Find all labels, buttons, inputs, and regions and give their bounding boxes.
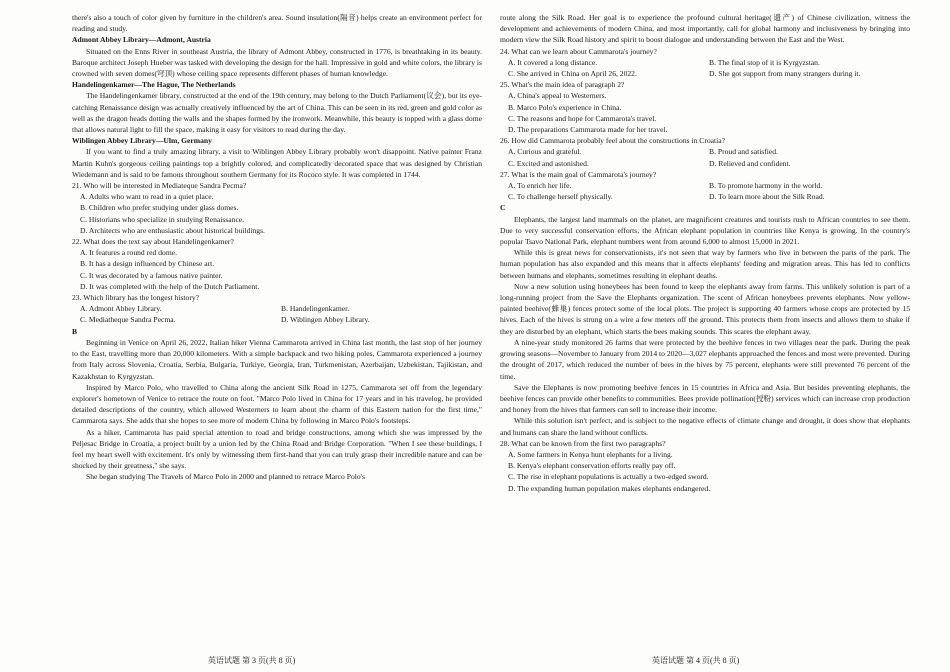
option-row (500, 146, 910, 157)
option: A. China's appeal to Westerners. (508, 91, 607, 101)
option: D. Wiblingen Abbey Library. (281, 315, 370, 325)
library-text: The Handelingenkamer library, constructed at the end of the 19th century, may belong to the Dutch Parliament(议会), but its eye-catching Renaissance design was actually creatively influenced by the art of China. This can be seen in its red, green and gold color as well as the dragon heads dotting the walls and the shapes formed by the ironwork. Meanwhile, this beauty is topped with a glass dome that allows natural light to fill the space, making it easy for visitors to read during the day. (72, 91, 482, 135)
question-26: 26. How did Cammarota probably feel about the constructions in Croatia? (500, 136, 726, 146)
option: C. Historians who specialize in studying Renaissance. (80, 214, 245, 224)
question-25: 25. What's the main idea of paragraph 2? (500, 80, 625, 90)
option: C. The reasons and hope for Cammarota's travel. (508, 113, 657, 123)
question-24: 24. What can we learn about Cammarota's journey? (500, 46, 657, 56)
option: D. She got support from many strangers during it. (709, 69, 861, 79)
option-row (500, 57, 910, 68)
option-row (72, 303, 482, 314)
passage-paragraph: Beginning in Venice on April 26, 2022, Italian hiker Vienna Cammarota arrived in China last month, the last stop of her journey to the East, travelling more than 20,000 kilometers. With a simple backpack and two hiking poles, Cammarota experienced a journey from Italy across Slovenia, Croatia, Serbia, Bulgaria, Turkiye, Georgia, Iran, Turkmenistan, Azerbaijan, Uzbekistan, Tajikistan, and Kazakhstan to Kyrgyzstan. (72, 337, 482, 381)
option-row (500, 180, 910, 191)
option: A. To enrich her life. (508, 181, 572, 191)
option-row (72, 314, 482, 325)
option: C. Excited and astonished. (508, 158, 589, 168)
option: D. It was completed with the help of the Dutch Parliament. (80, 281, 260, 291)
passage-paragraph: A nine-year study monitored 26 farms that were protected by the beehive fences in two villages near the park. During the peak growing seasons—November to January from 2014 to 2020—3,027 elephants approached the fences and most were prevented. During the drought of 2017, which reduced the number of bees in the hives by 75 percent, elephants were still prevented 76 percent of the time. (500, 337, 910, 381)
page-footer: 英语试题 第 3 页(共 8 页) (208, 656, 296, 665)
option: C. To challenge herself physically. (508, 192, 613, 202)
library-text: Situated on the Enns River in southeast Austria, the library of Admont Abbey, constructed in 1776, is breathtaking in its beauty. Baroque architect Joseph Hueber was tasked with developing the design for the hall. Impressive in gold and white colors, the library is crowned with seven domes(穹顶) whose ceiling space represents different phases of human knowledge. (72, 46, 482, 79)
page-footer: 英语试题 第 4 页(共 8 页) (652, 656, 740, 665)
passage-paragraph: While this is great news for conservationists, it's not seen that way by farmers who live in between the parts of the park. The human population has also expanded and this means that it affects elephants' feeding and migration areas. This has led to conflicts between humans and elephants, sometimes resulting in elephant deaths. (500, 248, 910, 280)
option: B. Kenya's elephant conservation efforts really pay off. (508, 461, 676, 471)
option: A. It covered a long distance. (508, 57, 598, 67)
option: B. Marco Polo's experience in China. (508, 102, 622, 112)
option: B. The final stop of it is Kyrgyzstan. (709, 57, 820, 67)
option: C. The rise in elephant populations is actually a two-edged sword. (508, 472, 709, 482)
option: D. To learn more about the Silk Road. (709, 192, 825, 202)
passage-paragraph: As a hiker, Cammarota has paid special attention to road and bridge constructions, among which she was impressed by the Peljesac Bridge in Croatia, a project built by a union led by the China Road and Bridge Corporation. "When I see these buildings, I feel my heart swell with excitement. It's only by witnessing them first-hand that you can truly grasp their incredible nature and can be shocked by their greatness," she says. (72, 427, 482, 471)
passage-paragraph: While this solution isn't perfect, and is subject to the negative effects of climate change and drought, it does show that elephants and humans can share the land without conflicts. (500, 416, 910, 437)
option: D. The expanding human population makes elephants endangered. (508, 483, 711, 493)
option-row (500, 191, 910, 202)
option: D. Architects who are enthusiastic about historical buildings. (80, 225, 265, 235)
option: B. Proud and satisfied. (709, 147, 778, 157)
option: B. Handelingenkamer. (281, 304, 350, 314)
option: C. She arrived in China on April 26, 2022. (508, 69, 637, 79)
option: B. It has a design influenced by Chinese art. (80, 259, 215, 269)
question-27: 27. What is the main goal of Cammarota's journey? (500, 169, 657, 179)
page-3-column (72, 12, 482, 483)
option-row (500, 68, 910, 79)
option: A. Adults who want to read in a quiet place. (80, 192, 214, 202)
option: A. It features a round red dome. (80, 248, 177, 258)
intro-paragraph: route along the Silk Road. Her goal is to experience the profound cultural heritage(遗产) of Chinese civilization, witness the development and achievements of modern China, and most importantly, call for global harmony and inclusiveness by bringing into modern view the Silk Road history and spirit to boost dialogue and understanding between the East and the West. (500, 13, 910, 45)
option: C. It was decorated by a famous native painter. (80, 270, 223, 280)
passage-paragraph: Save the Elephants is now promoting beehive fences in 15 countries in Africa and Asia. But besides preventing elephants, the beehive fences can provide other benefits to communities. Bees provide pollination(授粉) services which can increase crop production and honey from the hives that farmers can sell to increase their income. (500, 382, 910, 415)
passage-paragraph: She began studying The Travels of Marco Polo in 2000 and planned to retrace Marco Polo's (86, 472, 365, 482)
library-title: Handelingenkamer—The Hague, The Netherlands (72, 80, 236, 90)
option: A. Some farmers in Kenya hunt elephants for a living. (508, 449, 673, 459)
passage-paragraph: Now a new solution using honeybees has been found to keep the elephants away from farms. This unlikely solution is part of a long-running project from the Save the Elephants organization. The scent of African honeybees prevents elephants. Now yellow-painted beehive(蜂巢) fences protect some of the local plots. The project is supporting 40 farmers whose crops are protected by 15 hives. Each of the hives is strung on a wire a few meters off the ground. This protects them from insects and allows them to shake if they are disturbed by an elephant, which starts the bees making sounds. This scares the elephant away. (500, 281, 910, 336)
section-label-c: C (500, 203, 506, 213)
question-21: 21. Who will be interested in Mediateque Sandra Pecma? (72, 181, 247, 191)
option: B. Children who prefer studying under glass domes. (80, 203, 239, 213)
option-row (500, 158, 910, 169)
page-4-column (500, 12, 910, 494)
library-text: If you want to find a truly amazing library, a visit to Wiblingen Abbey Library probably won't disappoint. Native painter Franz Martin Kuhn's gorgeous ceiling paintings top a brightly colored, and complicatedly decorated space that was designed by Christian Wiedemann and is said to be famous throughout southern Germany for its Rococo style. It was completed in 1744. (72, 147, 482, 179)
option: A. Admont Abbey Library. (80, 304, 162, 314)
option: A. Curious and grateful. (508, 147, 582, 157)
option: D. The preparations Cammarota made for her travel. (508, 125, 668, 135)
intro-paragraph: there's also a touch of color given by furniture in the children's area. Sound insulation(隔音) helps create an environment perfect for reading and study. (72, 13, 482, 34)
option: C. Mediatheque Sandra Pecma. (80, 315, 176, 325)
library-title: Admont Abbey Library—Admont, Austria (72, 35, 211, 45)
question-22: 22. What does the text say about Handelingenkamer? (72, 237, 234, 247)
passage-paragraph: Inspired by Marco Polo, who travelled to China along the ancient Silk Road in 1275, Cammarota set off from the legendary explorer's hometown of Venice to retrace the route on foot. "Marco Polo lived in China for 17 years and in his travelog, he provided detailed descriptions of the country, which allowed Westerners to learn about the charm of this Eastern nation for the first time," Cammarota says. She adds that she hopes to see more of modern China by following in Marco Polo's footsteps. (72, 382, 482, 426)
question-23: 23. Which library has the longest history? (72, 293, 200, 303)
library-title: Wiblingen Abbey Library—Ulm, Germany (72, 136, 212, 146)
option: B. To promote harmony in the world. (709, 181, 823, 191)
passage-paragraph: Elephants, the largest land mammals on the planet, are magnificent creatures and tourists rush to African countries to see them. Due to very successful conservation efforts, the African elephant population in countries like Kenya is growing. In the country's popular Tsavo National Park, elephant numbers went from around 6,000 to almost 15,000 in 2021. (500, 214, 910, 247)
option: D. Relieved and confident. (709, 158, 791, 168)
section-label-b: B (72, 326, 78, 336)
question-28: 28. What can be known from the first two paragraphs? (500, 438, 666, 448)
